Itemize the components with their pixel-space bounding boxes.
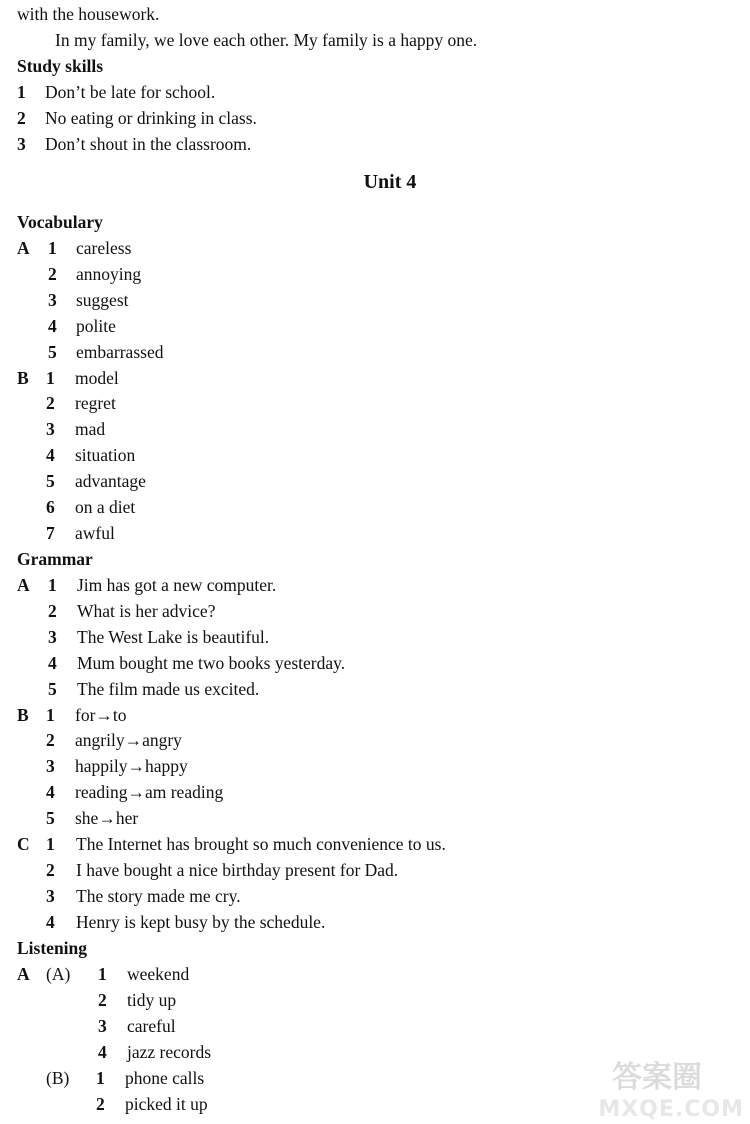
item-number: 2 <box>48 263 57 284</box>
item-text: on a diet <box>75 497 136 517</box>
item-number: 2 <box>96 1093 105 1114</box>
item-text: The story made me cry. <box>76 885 241 906</box>
item-number: 4 <box>98 1041 107 1062</box>
item-number: 5 <box>46 471 55 492</box>
study-skills-heading: Study skills <box>17 56 104 76</box>
item-number: 2 <box>17 107 26 128</box>
item-text: Jim has got a new computer. <box>77 575 277 595</box>
intro-line-1: with the housework. <box>17 4 160 24</box>
item-text: No eating or drinking in class. <box>45 107 257 128</box>
unit-title: Unit 4 <box>363 171 417 193</box>
item-number: 4 <box>48 315 57 336</box>
item-number: 3 <box>46 419 55 440</box>
item-text: regret <box>75 393 116 414</box>
item-number: 1 <box>48 575 57 595</box>
item-text: annoying <box>76 263 142 284</box>
item-number: 5 <box>48 678 57 699</box>
item-number: 1 <box>46 367 55 388</box>
item-text: Don’t shout in the classroom. <box>45 133 252 154</box>
grammar-heading: Grammar <box>17 549 93 569</box>
item-text: The Internet has brought so much convenience to us. <box>76 834 446 854</box>
item-text: picked it up <box>125 1093 208 1114</box>
item-number: 2 <box>98 989 107 1010</box>
item-number: 1 <box>48 238 57 258</box>
listening-heading: Listening <box>17 938 88 958</box>
item-number: 1 <box>17 82 26 102</box>
item-text: What is her advice? <box>77 600 216 621</box>
item-number: 4 <box>46 911 55 932</box>
item-number: 2 <box>46 393 55 414</box>
item-number: 4 <box>46 782 55 803</box>
item-text: embarrassed <box>76 341 164 362</box>
item-number: 3 <box>46 756 55 777</box>
item-text: phone calls <box>125 1068 205 1088</box>
item-number: 5 <box>48 341 57 362</box>
item-text: jazz records <box>127 1041 212 1062</box>
item-number: 3 <box>98 1015 107 1036</box>
item-number: 4 <box>48 652 57 673</box>
item-text: The film made us excited. <box>77 678 260 699</box>
item-text: careful <box>127 1015 176 1036</box>
item-text: Don’t be late for school. <box>45 82 216 102</box>
item-number: 3 <box>46 885 55 906</box>
sub-label-b: (B) <box>46 1068 70 1088</box>
part-label-c: C <box>17 834 30 854</box>
item-number: 2 <box>48 600 57 621</box>
item-text: suggest <box>76 289 129 310</box>
item-text: polite <box>76 315 116 336</box>
item-number: 7 <box>46 522 55 543</box>
intro-line-2: In my family, we love each other. My family is a happy one. <box>55 30 478 50</box>
part-label-a: A <box>17 575 30 595</box>
item-number: 6 <box>46 497 55 517</box>
part-label-a: A <box>17 964 30 984</box>
item-text: weekend <box>127 964 190 984</box>
item-text: happily→happy <box>75 756 188 777</box>
watermark-text: 答案圈 <box>612 1060 702 1095</box>
item-text: careless <box>76 238 132 258</box>
item-text: The West Lake is beautiful. <box>77 626 270 647</box>
watermark-logo <box>598 1052 744 1122</box>
item-number: 3 <box>17 133 26 154</box>
item-number: 2 <box>46 859 55 880</box>
item-number: 2 <box>46 730 55 751</box>
sub-label-a: (A) <box>46 964 71 984</box>
item-number: 1 <box>98 964 107 984</box>
vocabulary-heading: Vocabulary <box>17 212 103 232</box>
part-label-a: A <box>17 238 30 258</box>
item-text: awful <box>75 522 115 543</box>
item-text: Henry is kept busy by the schedule. <box>76 911 326 932</box>
watermark-url: MXQE.COM <box>598 1097 744 1122</box>
item-text: for→to <box>75 704 127 725</box>
item-text: tidy up <box>127 989 177 1010</box>
item-number: 1 <box>46 704 55 725</box>
item-number: 1 <box>46 834 55 854</box>
item-number: 1 <box>96 1068 105 1088</box>
item-text: I have bought a nice birthday present for Dad. <box>76 859 399 880</box>
item-text: angrily→angry <box>75 730 182 751</box>
item-number: 3 <box>48 626 57 647</box>
item-number: 4 <box>46 445 55 466</box>
item-number: 3 <box>48 289 57 310</box>
item-number: 5 <box>46 808 55 829</box>
part-label-b: B <box>17 367 29 388</box>
item-text: advantage <box>75 471 146 492</box>
item-text: reading→am reading <box>75 782 224 803</box>
item-text: model <box>75 367 119 388</box>
item-text: Mum bought me two books yesterday. <box>77 652 346 673</box>
part-label-b: B <box>17 704 29 725</box>
item-text: situation <box>75 445 136 466</box>
item-text: she→her <box>75 808 139 829</box>
item-text: mad <box>75 419 106 440</box>
